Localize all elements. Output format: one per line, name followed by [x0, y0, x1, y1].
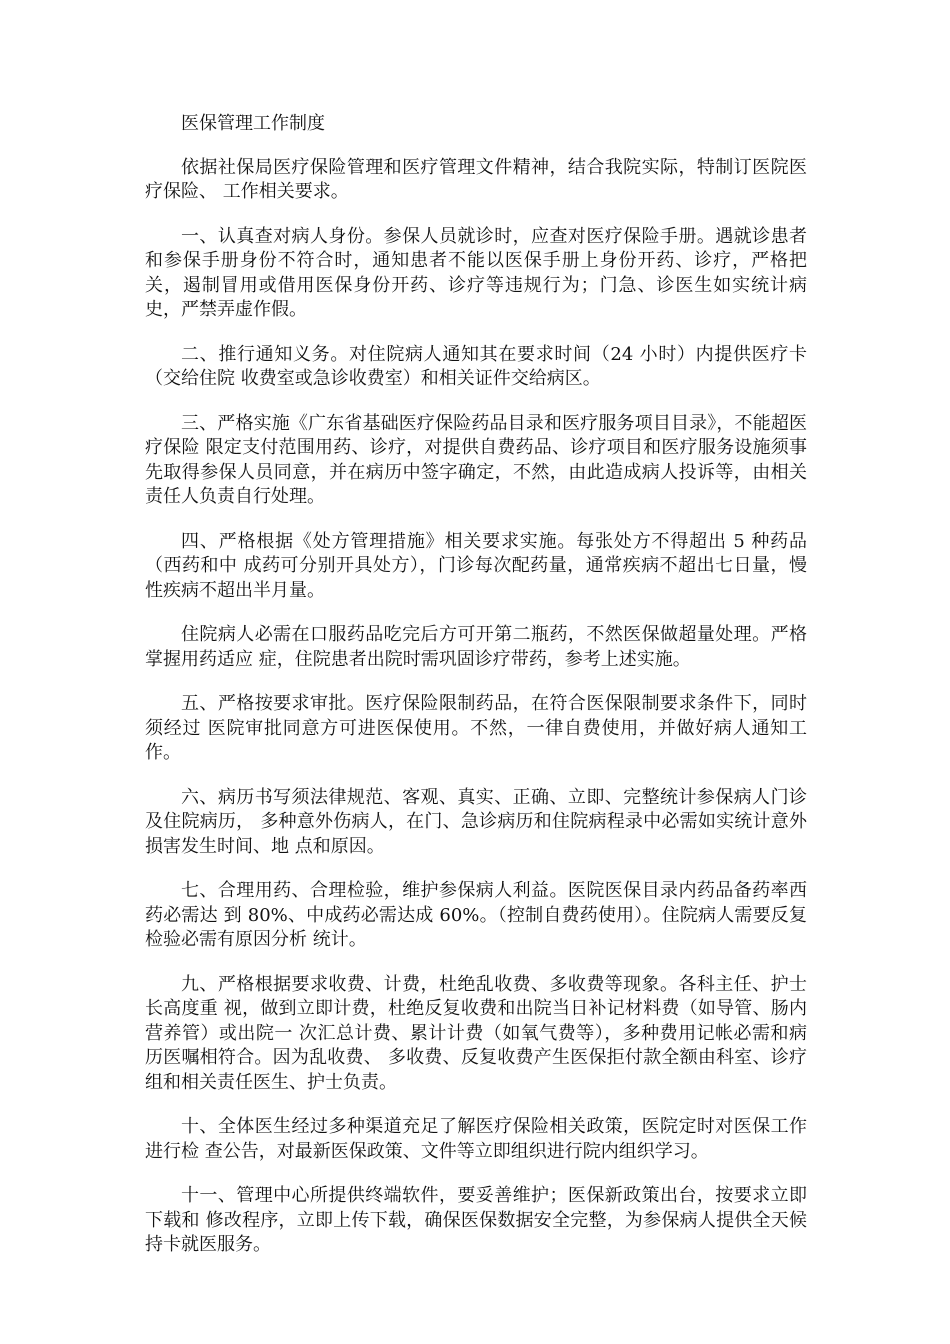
- paragraph-item-11: 十一、管理中心所提供终端软件，要妥善维护；医保新政策出台，按要求立即下载和 修改程序，立即上传下载，确保医保数据安全完整，为参保病人提供全天候持卡就医服务。: [145, 1185, 807, 1255]
- paragraph-item-5: 五、严格按要求审批。医疗保险限制药品，在符合医保限制要求条件下，同时须经过 医院审批同意方可进医保使用。不然，一律自费使用，并做好病人通知工作。: [145, 693, 807, 763]
- paragraph-item-3: 三、严格实施《广东省基础医疗保险药品目录和医疗服务项目目录》，不能超医疗保险 限定支付范围用药、诊疗，对提供自费药品、诊疗项目和医疗服务设施须事先取得参保人员同意，并在病历中签字确定，不然，由此造成病人投诉等，由相关责任人负责自行处理。: [145, 412, 807, 507]
- paragraph-item-6: 六、病历书写须法律规范、客观、真实、正确、立即、完整统计参保病人门诊及住院病历， 多种意外伤病人，在门、急诊病历和住院病程录中必需如实统计意外损害发生时间、地 点和原因。: [145, 786, 807, 857]
- paragraph-item-2: 二、推行通知义务。对住院病人通知其在要求时间（24 小时）内提供医疗卡（交给住院 收费室或急诊收费室）和相关证件交给病区。: [145, 343, 807, 389]
- paragraph-item-10: 十、全体医生经过多种渠道充足了解医疗保险相关政策，医院定时对医保工作进行检 查公告，对最新医保政策、文件等立即组织进行院内组织学习。: [145, 1116, 807, 1162]
- paragraph-item-9: 九、严格根据要求收费、计费，杜绝乱收费、多收费等现象。各科主任、护士长高度重 视，做到立即计费，杜绝反复收费和出院当日补记材料费（如导管、肠内营养管）或出院一 次汇总计费、累计计费（如氧气费等），多种费用记帐必需和病历医嘱相符合。因为乱收费、 多收费、反复收费产生医保拒付款全额由科室、诊疗组和相关责任医生、护士负责。: [145, 973, 807, 1093]
- paragraph-intro: 依据社保局医疗保险管理和医疗管理文件精神，结合我院实际，特制订医院医疗保险、 工作相关要求。: [145, 156, 807, 202]
- paragraph-item-4-supplement: 住院病人必需在口服药品吃完后方可开第二瓶药，不然医保做超量处理。严格掌握用药适应 症，住院患者出院时需巩固诊疗带药，参考上述实施。: [145, 624, 807, 670]
- paragraph-item-4: 四、严格根据《处方管理措施》相关要求实施。每张处方不得超出 5 种药品（西药和中 成药可分别开具处方），门诊每次配药量，通常疾病不超出七日量，慢性疾病不超出半月量。: [145, 530, 807, 601]
- document-title: 医保管理工作制度: [181, 113, 325, 134]
- document-body: [145, 112, 807, 1278]
- paragraph-item-7: 七、合理用药、合理检验，维护参保病人利益。医院医保目录内药品备药率西药必需达 到 80%、中成药必需达成 60%。（控制自费药使用）。住院病人需要反复检验必需有原因分析 统计。: [145, 880, 807, 950]
- paragraph-item-1: 一、认真查对病人身份。参保人员就诊时，应查对医疗保险手册。遇就诊患者和参保手册身份不符合时，通知患者不能以医保手册上身份开药、诊疗，严格把关，遏制冒用或借用医保身份开药、诊疗等违规行为；门急、诊医生如实统计病史，严禁弄虚作假。: [145, 225, 807, 320]
